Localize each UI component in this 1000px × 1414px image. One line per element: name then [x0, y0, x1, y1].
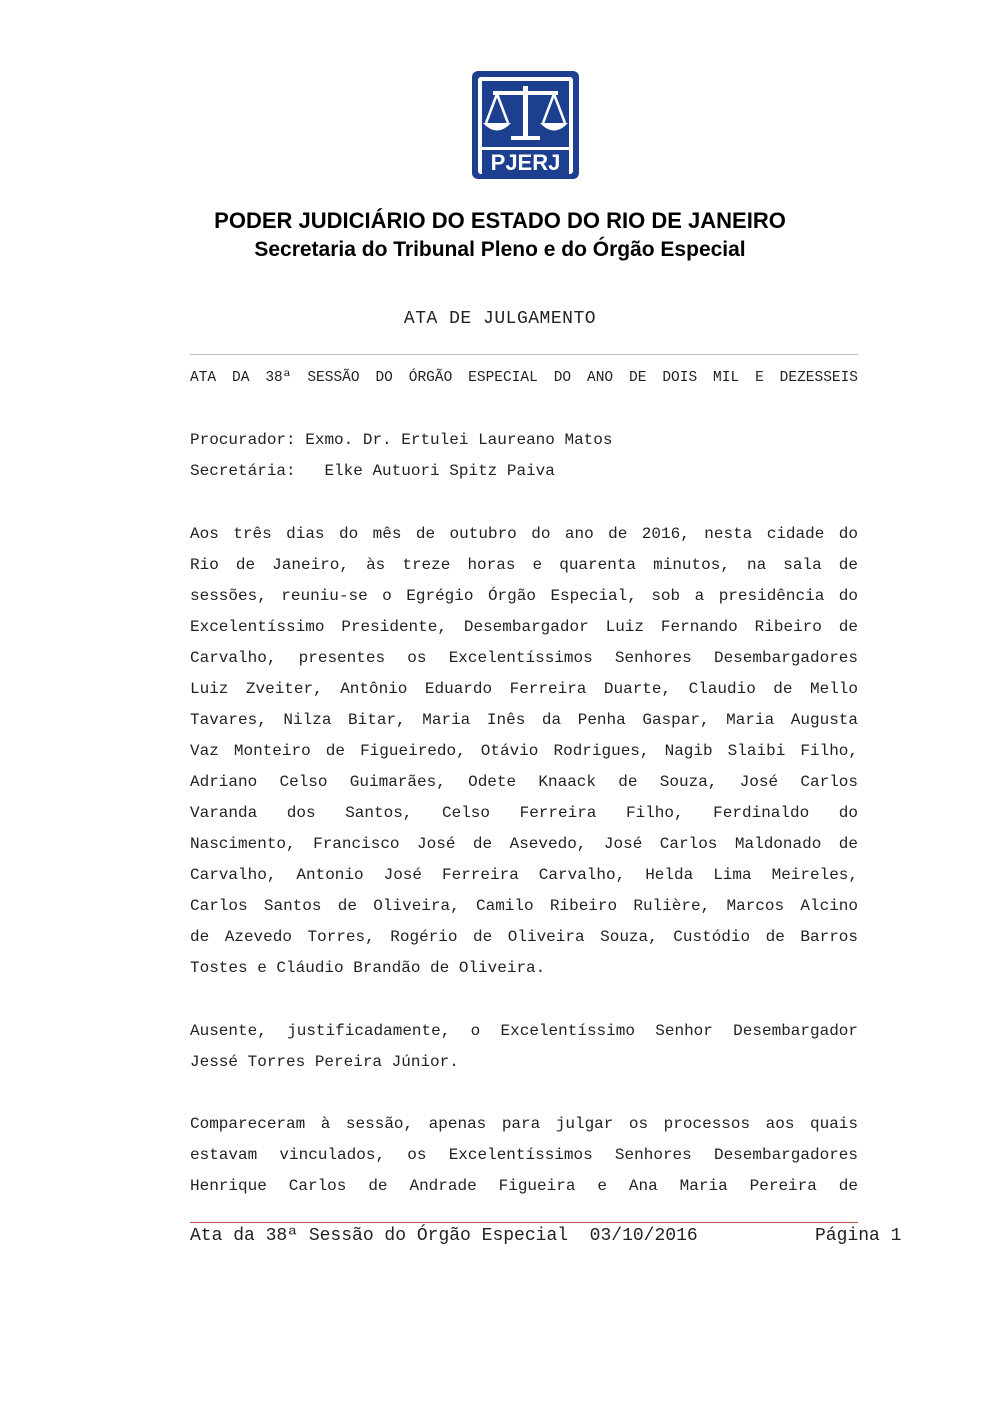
paragraph-line: Adriano Celso Guimarães, Odete Knaack de Souza, José Carlos — [190, 773, 858, 791]
court-name-heading: PODER JUDICIÁRIO DO ESTADO DO RIO DE JANEIRO — [214, 208, 786, 233]
procurador-label: Procurador: — [190, 431, 296, 449]
procurador-value: Exmo. Dr. Ertulei Laureano Matos — [305, 431, 613, 449]
paragraph-line: Carlos Santos de Oliveira, Camilo Ribeiro Rulière, Marcos Alcino — [190, 897, 858, 915]
paragraph-line: Luiz Zveiter, Antônio Eduardo Ferreira Duarte, Claudio de Mello — [190, 680, 858, 698]
paragraph-line: Vaz Monteiro de Figueiredo, Otávio Rodrigues, Nagib Slaibi Filho, — [190, 742, 858, 760]
footer-divider — [190, 1222, 858, 1223]
secretaria-label: Secretária: — [190, 462, 296, 480]
absence-paragraph — [190, 1016, 858, 1078]
procurador-field — [190, 431, 612, 449]
secretaria-value: Elke Autuori Spitz Paiva — [324, 462, 555, 480]
paragraph-line: estavam vinculados, os Excelentíssimos Senhores Desembargadores — [190, 1146, 858, 1164]
pjerj-logo — [471, 70, 580, 180]
paragraph-line: Tavares, Nilza Bitar, Maria Inês da Penha Gaspar, Maria Augusta — [190, 711, 858, 729]
paragraph-line: Tostes e Cláudio Brandão de Oliveira. — [190, 959, 546, 977]
paragraph-line: Compareceram à sessão, apenas para julgar os processos aos quais — [190, 1115, 858, 1133]
session-subtitle: ATA DA 38ª SESSÃO DO ÓRGÃO ESPECIAL DO ANO DE DOIS MIL E DEZESSEIS — [190, 370, 858, 386]
paragraph-line: sessões, reuniu-se o Egrégio Órgão Especial, sob a presidência do — [190, 587, 858, 605]
paragraph-line: Jessé Torres Pereira Júnior. — [190, 1053, 459, 1071]
attendance-linked-paragraph — [190, 1109, 858, 1202]
header-divider — [190, 354, 858, 355]
paragraph-line: Aos três dias do mês de outubro do ano de 2016, nesta cidade do — [190, 525, 858, 543]
footer-page-number: Página 1 — [815, 1226, 902, 1246]
paragraph-line: Ausente, justificadamente, o Excelentíssimo Senhor Desembargador — [190, 1022, 858, 1040]
attendance-paragraph — [190, 519, 858, 984]
footer-session-text: Ata da 38ª Sessão do Órgão Especial — [190, 1226, 569, 1246]
paragraph-line: Henrique Carlos de Andrade Figueira e Ana Maria Pereira de — [190, 1177, 858, 1195]
paragraph-line: Varanda dos Santos, Celso Ferreira Filho, Ferdinaldo do — [190, 804, 858, 822]
secretariat-heading: Secretaria do Tribunal Pleno e do Órgão Especial — [254, 238, 746, 261]
paragraph-line: de Azevedo Torres, Rogério de Oliveira Souza, Custódio de Barros — [190, 928, 858, 946]
secretaria-field — [190, 462, 555, 480]
paragraph-line: Carvalho, presentes os Excelentíssimos Senhores Desembargadores — [190, 649, 858, 667]
paragraph-line: Nascimento, Francisco José de Asevedo, José Carlos Maldonado de — [190, 835, 858, 853]
scales-of-justice-icon — [471, 70, 580, 180]
document-title: ATA DE JULGAMENTO — [403, 309, 597, 329]
paragraph-line: Rio de Janeiro, às treze horas e quarenta minutos, na sala de — [190, 556, 858, 574]
footer-date: 03/10/2016 — [589, 1226, 698, 1246]
paragraph-line: Carvalho, Antonio José Ferreira Carvalho, Helda Lima Meireles, — [190, 866, 858, 884]
footer-session-label — [190, 1226, 698, 1246]
svg-text:PJERJ: PJERJ — [490, 150, 561, 175]
paragraph-line: Excelentíssimo Presidente, Desembargador Luiz Fernando Ribeiro de — [190, 618, 858, 636]
